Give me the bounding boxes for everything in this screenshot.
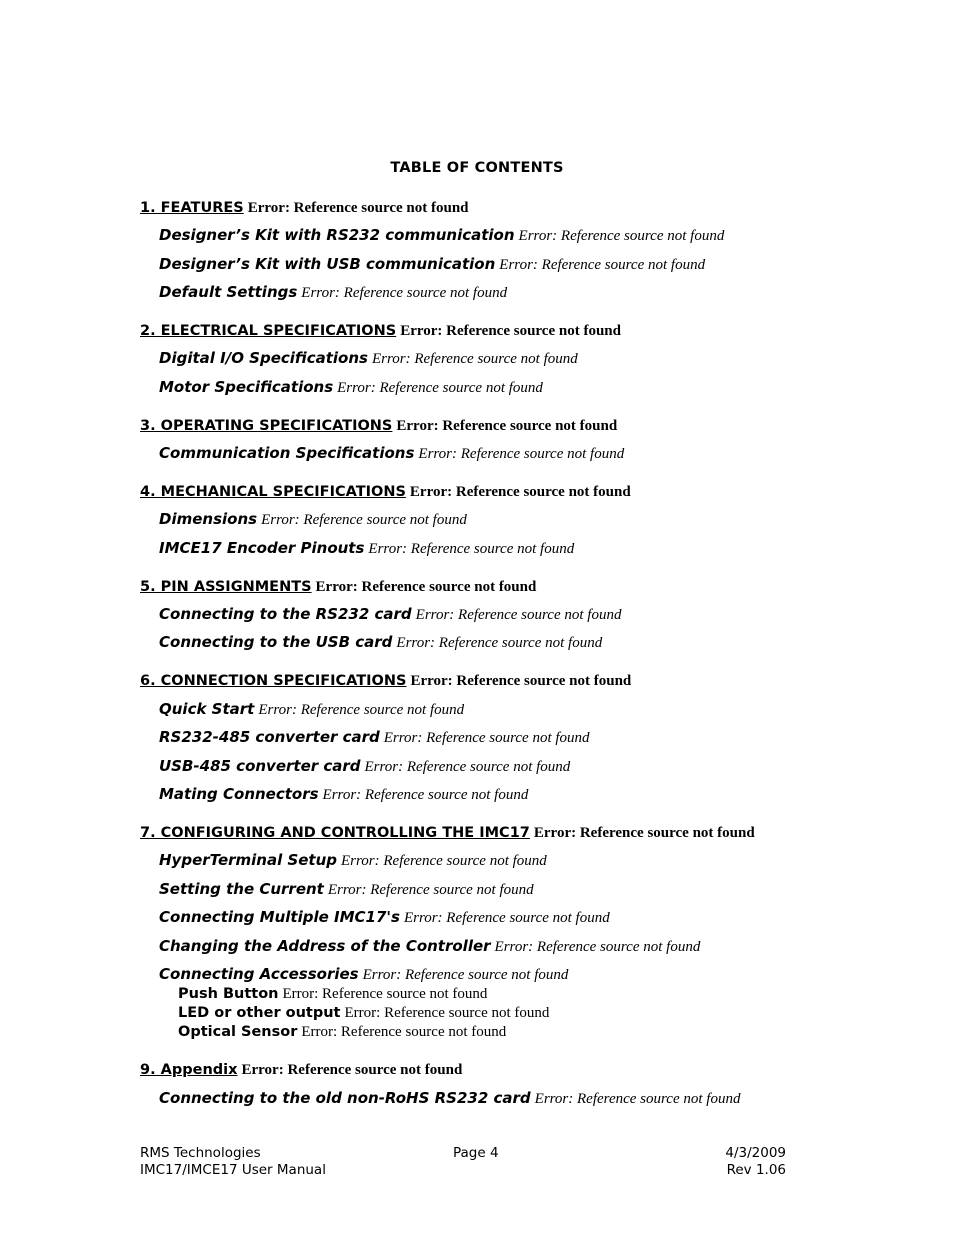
toc-section-heading[interactable] xyxy=(140,1062,462,1078)
toc-subsection[interactable] xyxy=(159,285,507,301)
toc-entry-title[interactable]: 3. OPERATING SPECIFICATIONS xyxy=(140,418,393,434)
toc-subsection[interactable] xyxy=(159,759,570,775)
toc-section-heading[interactable] xyxy=(140,323,621,339)
toc-section-heading[interactable] xyxy=(140,825,755,841)
toc-subsection[interactable] xyxy=(159,1091,740,1107)
toc-entry-title[interactable]: Communication Specifications xyxy=(159,444,415,462)
toc-entry-error-reference: Error: Reference source not found xyxy=(258,702,465,718)
toc-entry-error-reference: Error: Reference source not found xyxy=(315,579,537,595)
toc-subsection[interactable] xyxy=(159,351,578,367)
toc-entry-title[interactable]: Dimensions xyxy=(159,510,258,528)
toc-entry-error-reference: Error: Reference source not found xyxy=(518,228,725,244)
toc-subsection[interactable] xyxy=(159,607,621,623)
toc-subsection[interactable] xyxy=(159,939,700,955)
toc-entry-title[interactable]: IMCE17 Encoder Pinouts xyxy=(159,539,365,557)
toc-entry-title[interactable]: Default Settings xyxy=(159,283,298,301)
toc-entry-error-reference: Error: Reference source not found xyxy=(322,787,529,803)
toc-subsection[interactable] xyxy=(159,730,590,746)
footer-company: RMS Technologies xyxy=(140,1145,261,1161)
toc-subsection[interactable] xyxy=(159,257,705,273)
toc-entry-error-reference: Error: Reference source not found xyxy=(247,200,469,216)
toc-entry-title[interactable]: Connecting Multiple IMC17's xyxy=(159,908,400,926)
toc-entry-error-reference: Error: Reference source not found xyxy=(396,418,618,434)
toc-subsection[interactable] xyxy=(159,446,624,462)
toc-entry-title[interactable]: Connecting to the old non-RoHS RS232 card xyxy=(159,1089,531,1107)
toc-entry-error-reference: Error: Reference source not found xyxy=(396,635,603,651)
toc-entry-title[interactable]: Changing the Address of the Controller xyxy=(159,937,491,955)
footer-date: 4/3/2009 xyxy=(725,1145,786,1161)
toc-entry-error-reference: Error: Reference source not found xyxy=(364,759,571,775)
footer-right xyxy=(686,1145,786,1179)
toc-entry-title[interactable]: 5. PIN ASSIGNMENTS xyxy=(140,579,312,595)
toc-entry-title[interactable]: 6. CONNECTION SPECIFICATIONS xyxy=(140,673,407,689)
toc-subsection[interactable] xyxy=(159,541,574,557)
toc-section-heading[interactable] xyxy=(140,418,617,434)
toc-entry-title[interactable]: Quick Start xyxy=(159,700,255,718)
toc-section-heading[interactable] xyxy=(140,673,631,689)
toc-entry-title[interactable]: Connecting to the USB card xyxy=(159,633,393,651)
toc-entry-title[interactable]: HyperTerminal Setup xyxy=(159,851,338,869)
toc-entry-title[interactable]: Designer’s Kit with RS232 communication xyxy=(159,226,515,244)
toc-entry-title[interactable]: Push Button xyxy=(178,986,279,1002)
toc-entry-error-reference: Error: Reference source not found xyxy=(494,939,701,955)
toc-entry-title[interactable]: RS232-485 converter card xyxy=(159,728,380,746)
toc-entry-error-reference: Error: Reference source not found xyxy=(368,541,575,557)
toc-subsection[interactable] xyxy=(159,967,568,983)
toc-subsection[interactable] xyxy=(159,512,467,528)
toc-entry-error-reference: Error: Reference source not found xyxy=(344,1005,550,1021)
toc-entry-title[interactable]: 4. MECHANICAL SPECIFICATIONS xyxy=(140,484,406,500)
toc-subsubsection[interactable] xyxy=(178,1024,506,1040)
toc-entry-error-reference: Error: Reference source not found xyxy=(418,446,625,462)
toc-entry-error-reference: Error: Reference source not found xyxy=(282,986,488,1002)
toc-entry-error-reference: Error: Reference source not found xyxy=(415,607,622,623)
toc-subsection[interactable] xyxy=(159,787,528,803)
toc-entry-title[interactable]: Optical Sensor xyxy=(178,1024,298,1040)
toc-entry-title[interactable]: Connecting Accessories xyxy=(159,965,359,983)
toc-subsection[interactable] xyxy=(159,882,534,898)
toc-subsection[interactable] xyxy=(159,910,610,926)
toc-entry-error-reference: Error: Reference source not found xyxy=(403,910,610,926)
toc-subsection[interactable] xyxy=(159,380,543,396)
toc-subsection[interactable] xyxy=(159,635,602,651)
toc-entry-title[interactable]: USB-485 converter card xyxy=(159,757,361,775)
toc-entry-title[interactable]: Designer’s Kit with USB communication xyxy=(159,255,496,273)
toc-entry-title[interactable]: 1. FEATURES xyxy=(140,200,244,216)
toc-entry-error-reference: Error: Reference source not found xyxy=(383,730,590,746)
toc-entry-error-reference: Error: Reference source not found xyxy=(410,673,632,689)
toc-entry-error-reference: Error: Reference source not found xyxy=(533,825,755,841)
toc-title: TABLE OF CONTENTS xyxy=(390,160,564,176)
toc-entry-error-reference: Error: Reference source not found xyxy=(301,285,508,301)
toc-section-heading[interactable] xyxy=(140,484,631,500)
toc-entry-error-reference: Error: Reference source not found xyxy=(341,853,547,869)
toc-entry-error-reference: Error: Reference source not found xyxy=(499,257,706,273)
toc-subsubsection[interactable] xyxy=(178,986,487,1002)
toc-entry-error-reference: Error: Reference source not found xyxy=(337,380,543,396)
toc-entry-error-reference: Error: Reference source not found xyxy=(362,967,569,983)
toc-entry-error-reference: Error: Reference source not found xyxy=(301,1024,507,1040)
toc-entry-error-reference: Error: Reference source not found xyxy=(534,1091,741,1107)
toc-entry-title[interactable]: Motor Specifications xyxy=(159,378,334,396)
toc-entry-error-reference: Error: Reference source not found xyxy=(241,1062,463,1078)
toc-entry-title[interactable]: Digital I/O Specifications xyxy=(159,349,368,367)
toc-entry-error-reference: Error: Reference source not found xyxy=(371,351,578,367)
footer-page-number: Page 4 xyxy=(453,1145,499,1161)
toc-entry-title[interactable]: LED or other output xyxy=(178,1005,341,1021)
toc-entry-title[interactable]: Mating Connectors xyxy=(159,785,319,803)
toc-section-heading[interactable] xyxy=(140,579,536,595)
toc-entry-error-reference: Error: Reference source not found xyxy=(261,512,467,528)
footer-left xyxy=(140,1145,326,1179)
footer-revision: Rev 1.06 xyxy=(726,1162,786,1178)
toc-subsubsection[interactable] xyxy=(178,1005,549,1021)
toc-entry-error-reference: Error: Reference source not found xyxy=(400,323,621,339)
toc-entry-title[interactable]: 2. ELECTRICAL SPECIFICATIONS xyxy=(140,323,397,339)
toc-subsection[interactable] xyxy=(159,702,464,718)
toc-subsection[interactable] xyxy=(159,228,724,244)
toc-entry-title[interactable]: Setting the Current xyxy=(159,880,324,898)
toc-entry-error-reference: Error: Reference source not found xyxy=(327,882,534,898)
footer-manual: IMC17/IMCE17 User Manual xyxy=(140,1162,326,1178)
toc-entry-title[interactable]: Connecting to the RS232 card xyxy=(159,605,412,623)
toc-entry-title[interactable]: 9. Appendix xyxy=(140,1062,238,1078)
toc-entry-title[interactable]: 7. CONFIGURING AND CONTROLLING THE IMC17 xyxy=(140,825,530,841)
toc-entry-error-reference: Error: Reference source not found xyxy=(409,484,631,500)
toc-section-heading[interactable] xyxy=(140,200,469,216)
toc-subsection[interactable] xyxy=(159,853,547,869)
